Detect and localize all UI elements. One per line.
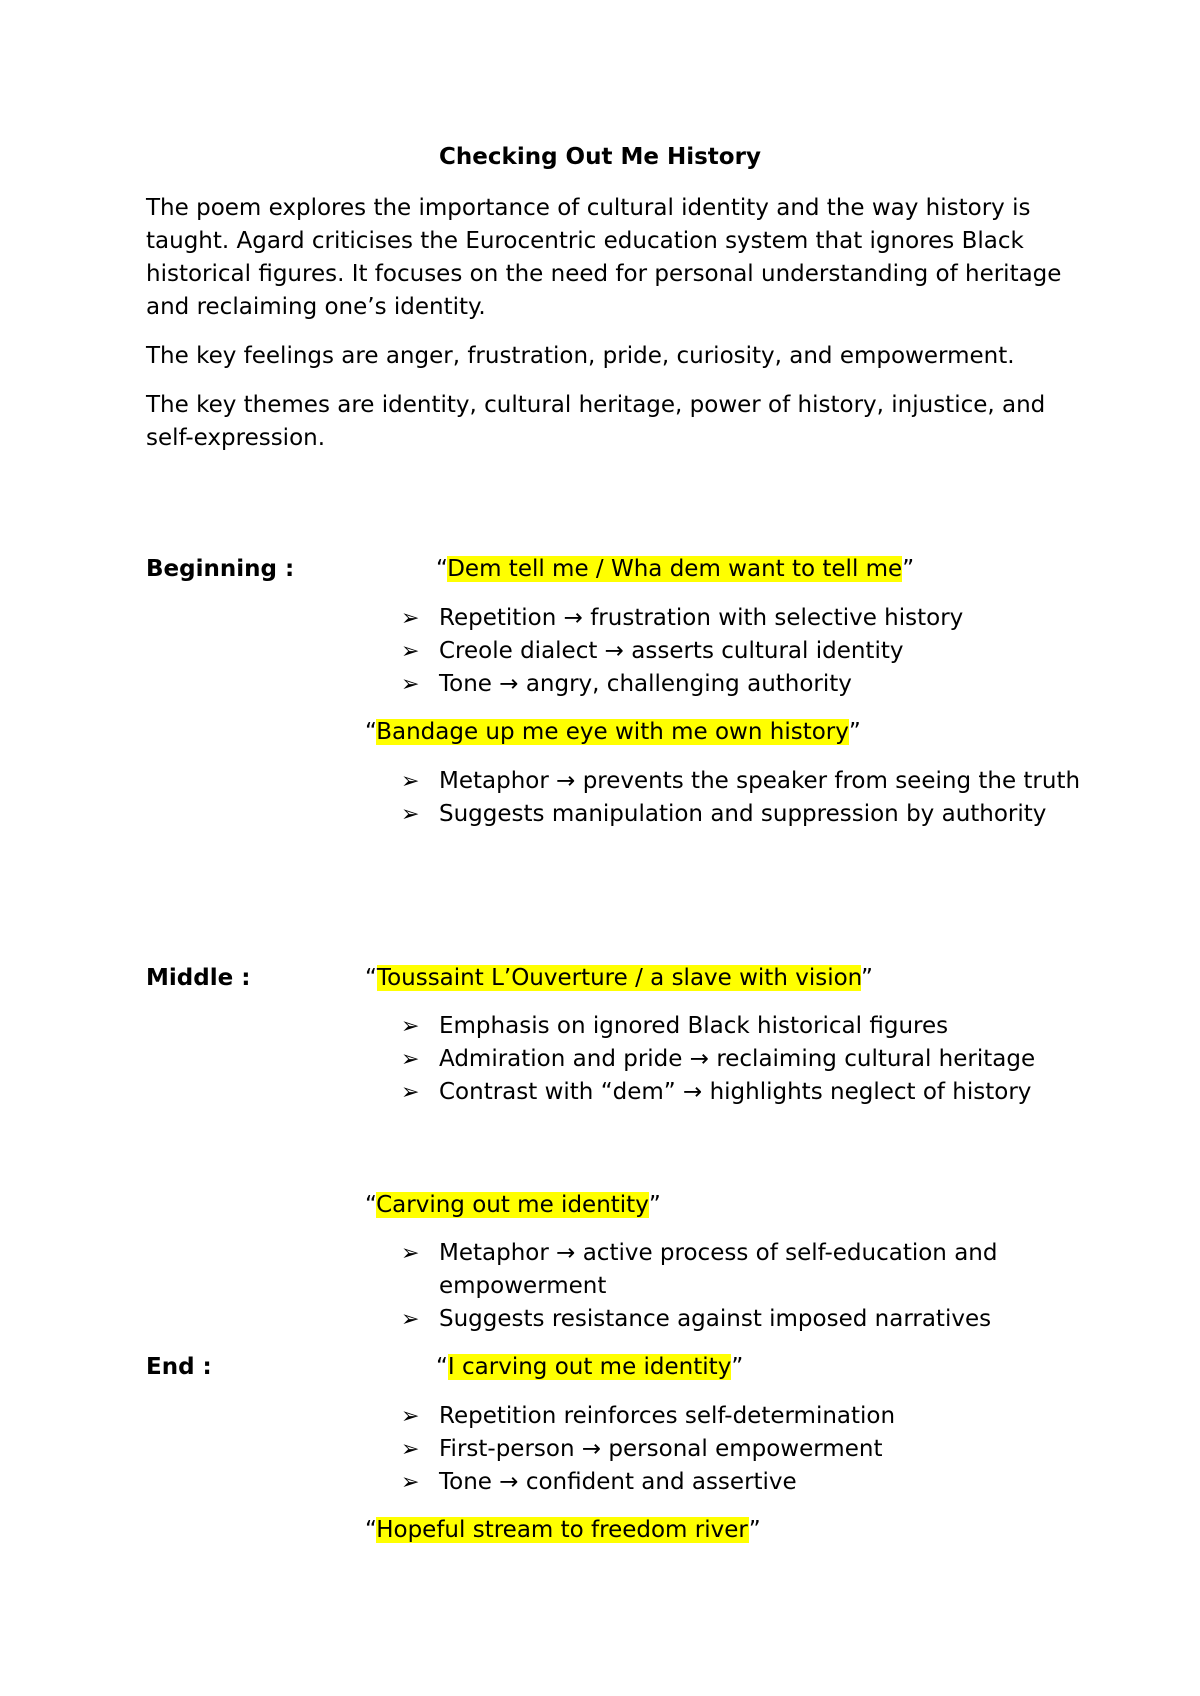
intro-paragraph: The key feelings are anger, frustration, pride, curiosity, and empowerment. <box>146 343 1015 369</box>
arrow-bullet-icon: ➢ <box>401 639 420 664</box>
arrow-bullet-icon: ➢ <box>401 1404 420 1429</box>
section-label-middle: Middle : <box>146 965 251 991</box>
list-item: ➢ Tone → angry, challenging authority <box>401 668 1081 701</box>
arrow-bullet-icon: ➢ <box>401 769 420 794</box>
arrow-bullet-icon: ➢ <box>401 1437 420 1462</box>
list-item: ➢ Contrast with “dem” → highlights neglect of history <box>401 1076 1081 1109</box>
list-item: ➢ Tone → confident and assertive <box>401 1466 1081 1499</box>
arrow-bullet-icon: ➢ <box>401 802 420 827</box>
quote-line <box>365 1514 761 1547</box>
bullet-list <box>401 1010 1081 1109</box>
quote-line <box>365 1189 661 1222</box>
close-quote: ” <box>748 1517 761 1543</box>
bullet-list <box>401 765 1081 831</box>
close-quote: ” <box>848 719 861 745</box>
list-item: ➢ Metaphor → active process of self-education and empowerment <box>401 1237 1081 1303</box>
page-title: Checking Out Me History <box>439 144 761 170</box>
list-item: ➢ Metaphor → prevents the speaker from seeing the truth <box>401 765 1081 798</box>
bullet-list <box>401 1400 1081 1499</box>
section-label-end: End : <box>146 1354 212 1380</box>
arrow-bullet-icon: ➢ <box>401 1241 420 1266</box>
arrow-bullet-icon: ➢ <box>401 1080 420 1105</box>
open-quote: “ <box>436 556 448 582</box>
list-item: ➢ Creole dialect → asserts cultural identity <box>401 635 1081 668</box>
quote-line <box>436 553 914 586</box>
arrow-bullet-icon: ➢ <box>401 1014 420 1039</box>
intro-section <box>146 192 1066 471</box>
open-quote: “ <box>365 719 377 745</box>
close-quote: ” <box>731 1354 744 1380</box>
arrow-bullet-icon: ➢ <box>401 1470 420 1495</box>
open-quote: “ <box>436 1354 448 1380</box>
list-item: ➢ Admiration and pride → reclaiming cultural heritage <box>401 1043 1081 1076</box>
list-item: ➢ First-person → personal empowerment <box>401 1433 1081 1466</box>
highlighted-quote: Toussaint L’Ouverture / a slave with vision <box>376 965 861 991</box>
close-quote: ” <box>648 1192 661 1218</box>
arrow-bullet-icon: ➢ <box>401 1307 420 1332</box>
arrow-bullet-icon: ➢ <box>401 606 420 631</box>
open-quote: “ <box>365 1192 377 1218</box>
highlighted-quote: Dem tell me / Wha dem want to tell me <box>447 556 903 582</box>
highlighted-quote: I carving out me identity <box>447 1354 732 1380</box>
list-item: ➢ Emphasis on ignored Black historical figures <box>401 1010 1081 1043</box>
highlighted-quote: Hopeful stream to freedom river <box>376 1517 749 1543</box>
intro-paragraph: The key themes are identity, cultural heritage, power of history, injustice, and self-expression. <box>146 392 1046 451</box>
arrow-bullet-icon: ➢ <box>401 672 420 697</box>
quote-line <box>436 1351 743 1384</box>
bullet-list <box>401 602 1081 701</box>
bullet-list <box>401 1237 1081 1336</box>
open-quote: “ <box>365 1517 377 1543</box>
close-quote: ” <box>860 965 873 991</box>
intro-paragraph: The poem explores the importance of cultural identity and the way history is taught. Agard criticises the Eurocentric education system that ignores Black historical figures. It focuses on the need for personal understanding of heritage and reclaiming one’s identity. <box>146 195 1062 320</box>
quote-line <box>365 716 861 749</box>
highlighted-quote: Bandage up me eye with me own history <box>376 719 849 745</box>
highlighted-quote: Carving out me identity <box>376 1192 649 1218</box>
list-item: ➢ Repetition → frustration with selective history <box>401 602 1081 635</box>
list-item: ➢ Repetition reinforces self-determination <box>401 1400 1081 1433</box>
list-item: ➢ Suggests manipulation and suppression by authority <box>401 798 1081 831</box>
list-item: ➢ Suggests resistance against imposed narratives <box>401 1303 1081 1336</box>
close-quote: ” <box>902 556 915 582</box>
arrow-bullet-icon: ➢ <box>401 1047 420 1072</box>
quote-line <box>365 962 873 995</box>
section-label-beginning: Beginning : <box>146 556 295 582</box>
open-quote: “ <box>365 965 377 991</box>
